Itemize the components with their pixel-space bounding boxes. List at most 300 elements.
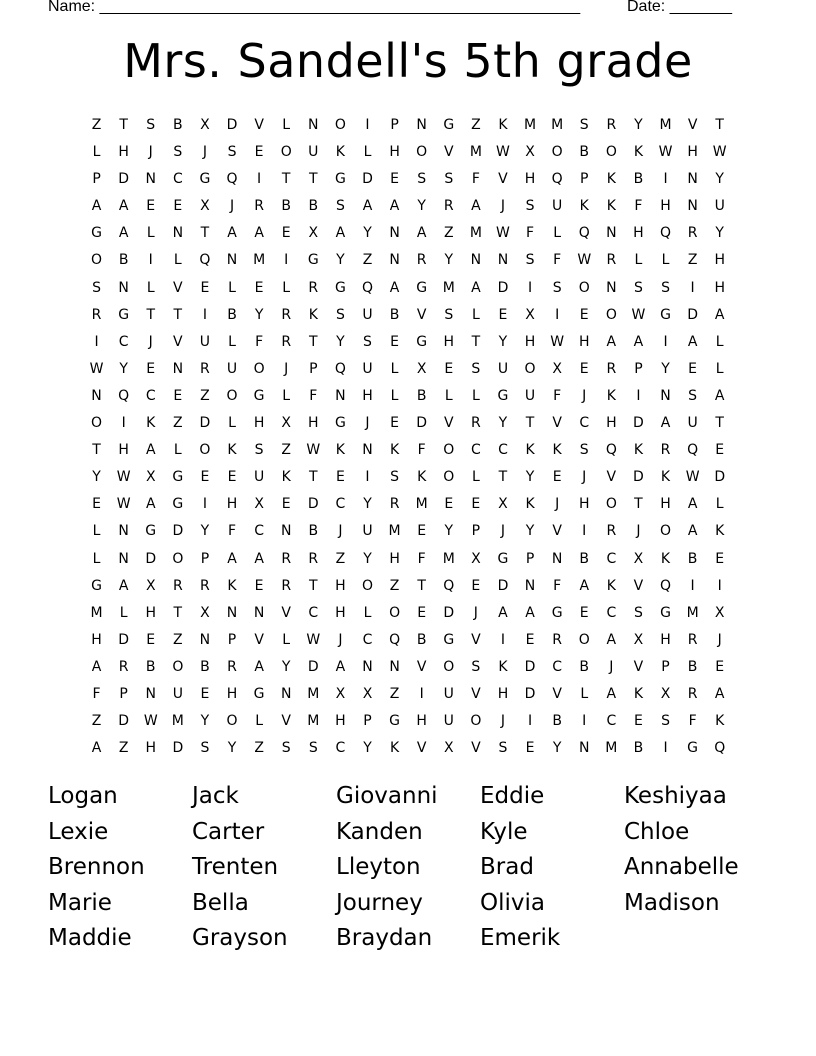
grid-letter: G bbox=[334, 415, 346, 432]
grid-letter: I bbox=[419, 685, 424, 702]
grid-letter: R bbox=[443, 198, 454, 215]
grid-letter: M bbox=[307, 685, 320, 702]
grid-letter: D bbox=[362, 171, 373, 188]
grid-letter: Z bbox=[91, 713, 102, 730]
grid-letter: H bbox=[660, 198, 671, 215]
grid-letter: C bbox=[308, 604, 319, 621]
grid-letter: X bbox=[525, 306, 535, 323]
grid-letter: W bbox=[496, 144, 510, 161]
grid-letter: L bbox=[146, 279, 155, 296]
grid-letter: R bbox=[416, 252, 427, 269]
grid-letter: H bbox=[714, 279, 725, 296]
grid-letter: K bbox=[552, 442, 562, 459]
grid-letter: X bbox=[308, 225, 319, 242]
grid-letter: S bbox=[92, 279, 101, 296]
grid-letter: B bbox=[118, 252, 129, 269]
grid-letter: L bbox=[92, 144, 101, 161]
grid-letter: L bbox=[661, 252, 670, 269]
grid-letter: O bbox=[443, 658, 455, 675]
grid-letter: R bbox=[200, 360, 210, 377]
grid-letter: H bbox=[145, 604, 156, 621]
grid-letter: K bbox=[633, 442, 644, 459]
grid-letter: A bbox=[633, 333, 644, 350]
grid-letter: J bbox=[500, 713, 506, 730]
word-list-item: Carter bbox=[192, 818, 265, 845]
grid-letter: I bbox=[365, 469, 370, 486]
grid-letter: D bbox=[416, 415, 428, 432]
grid-letter: G bbox=[253, 685, 265, 702]
grid-letter: I bbox=[582, 713, 587, 730]
grid-letter: X bbox=[145, 469, 156, 486]
grid-letter: H bbox=[308, 415, 319, 432]
grid-letter: D bbox=[118, 171, 130, 188]
grid-letter: H bbox=[687, 144, 698, 161]
grid-letter: V bbox=[471, 685, 481, 702]
grid-letter: X bbox=[443, 740, 454, 757]
grid-letter: C bbox=[552, 658, 563, 675]
grid-letter: W bbox=[577, 252, 592, 269]
word-list-item: Maddie bbox=[48, 925, 132, 952]
grid-letter: Y bbox=[336, 333, 345, 350]
grid-letter: I bbox=[365, 117, 370, 133]
grid-letter: H bbox=[578, 496, 590, 513]
grid-letter: P bbox=[661, 658, 670, 675]
grid-letter: S bbox=[335, 198, 345, 215]
grid-letter: H bbox=[389, 144, 400, 161]
grid-letter: H bbox=[416, 713, 427, 730]
grid-letter: A bbox=[714, 685, 725, 702]
grid-letter: C bbox=[145, 387, 156, 404]
grid-letter: R bbox=[281, 577, 292, 594]
grid-letter: W bbox=[658, 144, 673, 161]
grid-letter: O bbox=[199, 442, 211, 459]
grid-row bbox=[83, 195, 733, 222]
grid-letter: U bbox=[226, 360, 238, 377]
grid-letter: S bbox=[552, 279, 562, 296]
grid-letter: Z bbox=[443, 225, 454, 242]
grid-letter: B bbox=[633, 171, 644, 188]
grid-letter: U bbox=[552, 198, 563, 215]
grid-letter: Y bbox=[92, 469, 101, 486]
grid-letter: A bbox=[416, 225, 427, 242]
grid-row bbox=[83, 520, 733, 547]
grid-letter: F bbox=[417, 442, 426, 459]
grid-letter: S bbox=[444, 306, 454, 323]
grid-letter: D bbox=[633, 469, 644, 486]
grid-letter: A bbox=[606, 631, 617, 648]
grid-letter: Y bbox=[363, 740, 372, 757]
grid-letter: S bbox=[525, 252, 535, 269]
grid-letter: E bbox=[471, 577, 481, 594]
grid-letter: M bbox=[469, 225, 482, 242]
grid-letter: T bbox=[281, 171, 291, 188]
grid-letter: D bbox=[307, 658, 319, 675]
name-field-label: Name: ______________________________________________________ bbox=[48, 0, 581, 15]
grid-letter: P bbox=[471, 523, 481, 540]
grid-letter: C bbox=[118, 333, 129, 350]
grid-letter: O bbox=[389, 604, 401, 621]
grid-letter: G bbox=[660, 306, 671, 323]
grid-letter: A bbox=[254, 550, 264, 567]
grid-letter: E bbox=[200, 685, 210, 702]
grid-letter: V bbox=[633, 577, 644, 594]
grid-letter: L bbox=[146, 225, 155, 242]
grid-letter: J bbox=[500, 198, 506, 215]
grid-letter: W bbox=[496, 225, 510, 242]
grid-letter: Y bbox=[200, 523, 210, 540]
grid-letter: J bbox=[338, 631, 343, 648]
grid-letter: N bbox=[280, 523, 292, 540]
grid-letter: F bbox=[553, 387, 562, 404]
grid-letter: K bbox=[281, 469, 291, 486]
grid-letter: S bbox=[498, 740, 508, 757]
grid-letter: H bbox=[91, 631, 102, 648]
grid-letter: S bbox=[579, 442, 589, 459]
grid-letter: G bbox=[172, 469, 184, 486]
grid-letter: E bbox=[633, 713, 643, 730]
grid-letter: O bbox=[524, 360, 536, 377]
grid-row bbox=[83, 493, 733, 520]
grid-letter: Y bbox=[525, 469, 535, 486]
grid-letter: B bbox=[227, 306, 237, 323]
grid-letter: M bbox=[253, 252, 266, 269]
grid-letter: B bbox=[308, 523, 319, 540]
grid-letter: N bbox=[226, 252, 238, 269]
grid-letter: V bbox=[416, 740, 427, 757]
grid-letter: T bbox=[309, 577, 318, 594]
grid-letter: E bbox=[254, 279, 264, 296]
grid-letter: X bbox=[416, 360, 427, 377]
grid-letter: Y bbox=[498, 415, 508, 432]
grid-letter: K bbox=[389, 442, 400, 459]
grid-letter: T bbox=[498, 469, 508, 486]
grid-letter: J bbox=[473, 604, 478, 621]
grid-letter: B bbox=[416, 387, 427, 404]
grid-letter: D bbox=[172, 740, 184, 757]
grid-letter: E bbox=[525, 740, 535, 757]
word-list bbox=[48, 780, 768, 958]
grid-letter: P bbox=[119, 685, 128, 702]
grid-row bbox=[83, 683, 733, 710]
grid-letter: N bbox=[497, 252, 509, 269]
grid-letter: V bbox=[281, 604, 291, 621]
word-search-grid bbox=[83, 114, 733, 764]
grid-letter: I bbox=[202, 306, 207, 323]
grid-letter: E bbox=[417, 523, 427, 540]
grid-letter: P bbox=[227, 631, 237, 648]
grid-letter: E bbox=[390, 333, 399, 350]
grid-letter: M bbox=[469, 144, 482, 161]
grid-letter: F bbox=[92, 685, 101, 702]
grid-letter: G bbox=[334, 279, 346, 296]
grid-letter: O bbox=[551, 144, 563, 161]
grid-letter: Z bbox=[389, 577, 400, 594]
grid-letter: D bbox=[226, 117, 238, 133]
grid-letter: L bbox=[92, 523, 101, 540]
grid-letter: N bbox=[470, 252, 482, 269]
grid-letter: R bbox=[606, 360, 617, 377]
grid-letter: V bbox=[173, 279, 183, 296]
grid-letter: U bbox=[714, 198, 725, 215]
grid-letter: E bbox=[254, 577, 264, 594]
grid-letter: T bbox=[715, 117, 724, 133]
word-list-item: Eddie bbox=[480, 783, 545, 809]
grid-letter: N bbox=[118, 523, 129, 540]
grid-letter: A bbox=[471, 198, 481, 215]
grid-letter: K bbox=[498, 658, 508, 675]
grid-letter: Y bbox=[661, 360, 670, 377]
grid-row bbox=[83, 710, 733, 737]
grid-letter: D bbox=[497, 577, 509, 594]
grid-letter: L bbox=[715, 333, 724, 350]
grid-letter: S bbox=[688, 387, 698, 404]
grid-letter: G bbox=[687, 740, 699, 757]
grid-letter: A bbox=[118, 577, 129, 594]
grid-letter: Y bbox=[119, 360, 128, 377]
grid-letter: O bbox=[280, 144, 292, 161]
grid-letter: W bbox=[631, 306, 646, 323]
grid-letter: B bbox=[579, 550, 590, 567]
grid-letter: H bbox=[362, 387, 373, 404]
grid-letter: F bbox=[688, 713, 697, 730]
grid-letter: Y bbox=[634, 117, 643, 133]
grid-letter: E bbox=[498, 306, 508, 323]
grid-letter: V bbox=[552, 685, 562, 702]
grid-letter: E bbox=[715, 442, 725, 459]
grid-letter: V bbox=[416, 306, 427, 323]
grid-letter: Y bbox=[498, 333, 508, 350]
grid-letter: S bbox=[281, 740, 291, 757]
grid-letter: B bbox=[687, 658, 698, 675]
grid-letter: D bbox=[145, 550, 157, 567]
grid-letter: L bbox=[228, 333, 236, 350]
grid-letter: R bbox=[308, 550, 319, 567]
word-list-item: Marie bbox=[48, 889, 112, 916]
grid-letter: Y bbox=[715, 225, 724, 242]
grid-letter: U bbox=[253, 469, 265, 486]
grid-letter: S bbox=[661, 713, 670, 730]
grid-letter: S bbox=[227, 144, 237, 161]
grid-letter: C bbox=[335, 496, 346, 513]
grid-letter: U bbox=[362, 523, 373, 540]
grid-letter: G bbox=[389, 713, 400, 730]
grid-letter: W bbox=[306, 442, 321, 459]
grid-letter: J bbox=[636, 523, 641, 540]
grid-letter: Q bbox=[361, 279, 373, 296]
grid-letter: S bbox=[417, 171, 427, 188]
grid-letter: N bbox=[660, 387, 671, 404]
grid-letter: G bbox=[660, 604, 671, 621]
grid-letter: E bbox=[579, 306, 589, 323]
grid-letter: H bbox=[118, 144, 129, 161]
grid-letter: V bbox=[471, 740, 481, 757]
grid-letter: S bbox=[200, 740, 210, 757]
grid-letter: X bbox=[145, 577, 156, 594]
grid-letter: L bbox=[228, 415, 236, 432]
grid-letter: I bbox=[148, 252, 153, 269]
grid-letter: O bbox=[605, 144, 617, 161]
grid-letter: W bbox=[550, 333, 565, 350]
grid-letter: M bbox=[686, 604, 699, 621]
grid-letter: G bbox=[91, 225, 102, 242]
grid-letter: T bbox=[309, 333, 318, 350]
grid-letter: M bbox=[442, 279, 455, 296]
grid-letter: Z bbox=[687, 252, 698, 269]
grid-letter: F bbox=[255, 333, 264, 350]
word-list-item: Kyle bbox=[480, 818, 528, 845]
grid-row bbox=[83, 548, 733, 575]
grid-letter: A bbox=[579, 577, 590, 594]
word-list-item: Olivia bbox=[480, 889, 545, 916]
grid-letter: V bbox=[281, 713, 291, 730]
grid-letter: V bbox=[254, 117, 264, 133]
grid-letter: G bbox=[416, 279, 428, 296]
grid-letter: K bbox=[579, 198, 589, 215]
grid-letter: N bbox=[145, 685, 156, 702]
grid-letter: I bbox=[121, 415, 126, 432]
grid-letter: R bbox=[606, 252, 617, 269]
grid-letter: N bbox=[199, 631, 211, 648]
grid-letter: J bbox=[582, 387, 587, 404]
grid-letter: E bbox=[390, 415, 399, 432]
word-list-item: Keshiyaa bbox=[624, 783, 727, 809]
grid-letter: R bbox=[687, 225, 698, 242]
grid-letter: H bbox=[389, 550, 400, 567]
grid-letter: Q bbox=[660, 577, 672, 594]
grid-letter: K bbox=[227, 442, 237, 459]
grid-letter: E bbox=[715, 658, 725, 675]
grid-letter: S bbox=[254, 442, 264, 459]
grid-letter: N bbox=[118, 279, 129, 296]
grid-letter: J bbox=[609, 658, 614, 675]
grid-letter: T bbox=[715, 415, 724, 432]
grid-letter: T bbox=[525, 415, 535, 432]
grid-letter: B bbox=[687, 550, 698, 567]
date-field-label: Date: _______ bbox=[627, 0, 732, 15]
grid-letter: L bbox=[92, 550, 101, 567]
grid-letter: H bbox=[524, 171, 536, 188]
grid-letter: Q bbox=[226, 171, 238, 188]
grid-letter: V bbox=[498, 171, 508, 188]
grid-letter: K bbox=[525, 442, 535, 459]
word-list-item: Braydan bbox=[336, 925, 433, 952]
grid-letter: F bbox=[553, 577, 562, 594]
grid-letter: R bbox=[687, 685, 698, 702]
grid-letter: D bbox=[443, 604, 455, 621]
grid-letter: B bbox=[200, 658, 210, 675]
page-title: Mrs. Sandell's 5th grade bbox=[123, 34, 693, 88]
grid-letter: A bbox=[335, 225, 346, 242]
grid-letter: T bbox=[173, 306, 183, 323]
grid-row bbox=[83, 656, 733, 683]
grid-letter: Y bbox=[200, 713, 210, 730]
grid-letter: U bbox=[199, 333, 211, 350]
grid-letter: D bbox=[118, 631, 130, 648]
grid-letter: L bbox=[363, 144, 372, 161]
grid-letter: F bbox=[471, 171, 480, 188]
grid-letter: J bbox=[555, 496, 560, 513]
grid-letter: A bbox=[145, 496, 156, 513]
grid-letter: D bbox=[199, 415, 211, 432]
grid-letter: P bbox=[363, 713, 372, 730]
grid-letter: K bbox=[633, 685, 644, 702]
grid-row bbox=[83, 331, 733, 358]
grid-letter: D bbox=[307, 496, 319, 513]
grid-letter: X bbox=[714, 604, 725, 621]
grid-row bbox=[83, 277, 733, 304]
grid-letter: K bbox=[606, 198, 616, 215]
grid-letter: K bbox=[715, 523, 725, 540]
grid-letter: R bbox=[91, 306, 102, 323]
grid-letter: Q bbox=[714, 740, 726, 757]
grid-letter: J bbox=[202, 144, 207, 161]
grid-letter: K bbox=[417, 469, 427, 486]
grid-letter: A bbox=[714, 306, 725, 323]
grid-letter: I bbox=[555, 306, 560, 323]
grid-row bbox=[83, 629, 733, 656]
grid-letter: J bbox=[338, 523, 343, 540]
grid-letter: E bbox=[281, 496, 291, 513]
grid-letter: S bbox=[173, 144, 183, 161]
grid-letter: B bbox=[579, 658, 590, 675]
grid-letter: E bbox=[417, 604, 427, 621]
grid-letter: L bbox=[580, 685, 589, 702]
grid-letter: N bbox=[389, 658, 400, 675]
grid-letter: L bbox=[634, 252, 643, 269]
grid-letter: P bbox=[92, 171, 101, 188]
grid-letter: B bbox=[579, 144, 590, 161]
word-list-item: Giovanni bbox=[336, 783, 438, 809]
grid-letter: Z bbox=[362, 252, 373, 269]
grid-letter: A bbox=[254, 658, 264, 675]
grid-letter: B bbox=[145, 658, 156, 675]
grid-row bbox=[83, 168, 733, 195]
grid-letter: R bbox=[470, 415, 481, 432]
grid-letter: D bbox=[497, 279, 509, 296]
grid-letter: L bbox=[390, 360, 399, 377]
grid-row bbox=[83, 141, 733, 168]
grid-letter: A bbox=[525, 604, 535, 621]
grid-letter: K bbox=[715, 713, 725, 730]
grid-letter: R bbox=[606, 523, 617, 540]
grid-letter: E bbox=[254, 144, 264, 161]
grid-letter: P bbox=[309, 360, 318, 377]
grid-letter: I bbox=[663, 171, 668, 188]
grid-letter: I bbox=[663, 740, 668, 757]
grid-letter: T bbox=[119, 117, 128, 133]
grid-letter: A bbox=[91, 198, 102, 215]
grid-letter: L bbox=[255, 713, 264, 730]
grid-letter: A bbox=[498, 604, 508, 621]
grid-letter: U bbox=[443, 713, 454, 730]
grid-letter: O bbox=[443, 469, 455, 486]
grid-letter: N bbox=[606, 279, 617, 296]
grid-letter: R bbox=[254, 198, 264, 215]
grid-letter: Q bbox=[118, 387, 130, 404]
grid-letter: I bbox=[257, 171, 262, 188]
grid-letter: E bbox=[579, 360, 589, 377]
grid-letter: E bbox=[552, 469, 562, 486]
grid-letter: E bbox=[92, 496, 101, 513]
grid-letter: A bbox=[389, 198, 400, 215]
grid-letter: I bbox=[500, 631, 506, 648]
grid-letter: K bbox=[606, 577, 616, 594]
grid-letter: L bbox=[282, 117, 291, 133]
grid-letter: V bbox=[633, 658, 644, 675]
grid-letter: Y bbox=[444, 523, 454, 540]
grid-letter: H bbox=[335, 604, 346, 621]
grid-letter: K bbox=[227, 577, 237, 594]
